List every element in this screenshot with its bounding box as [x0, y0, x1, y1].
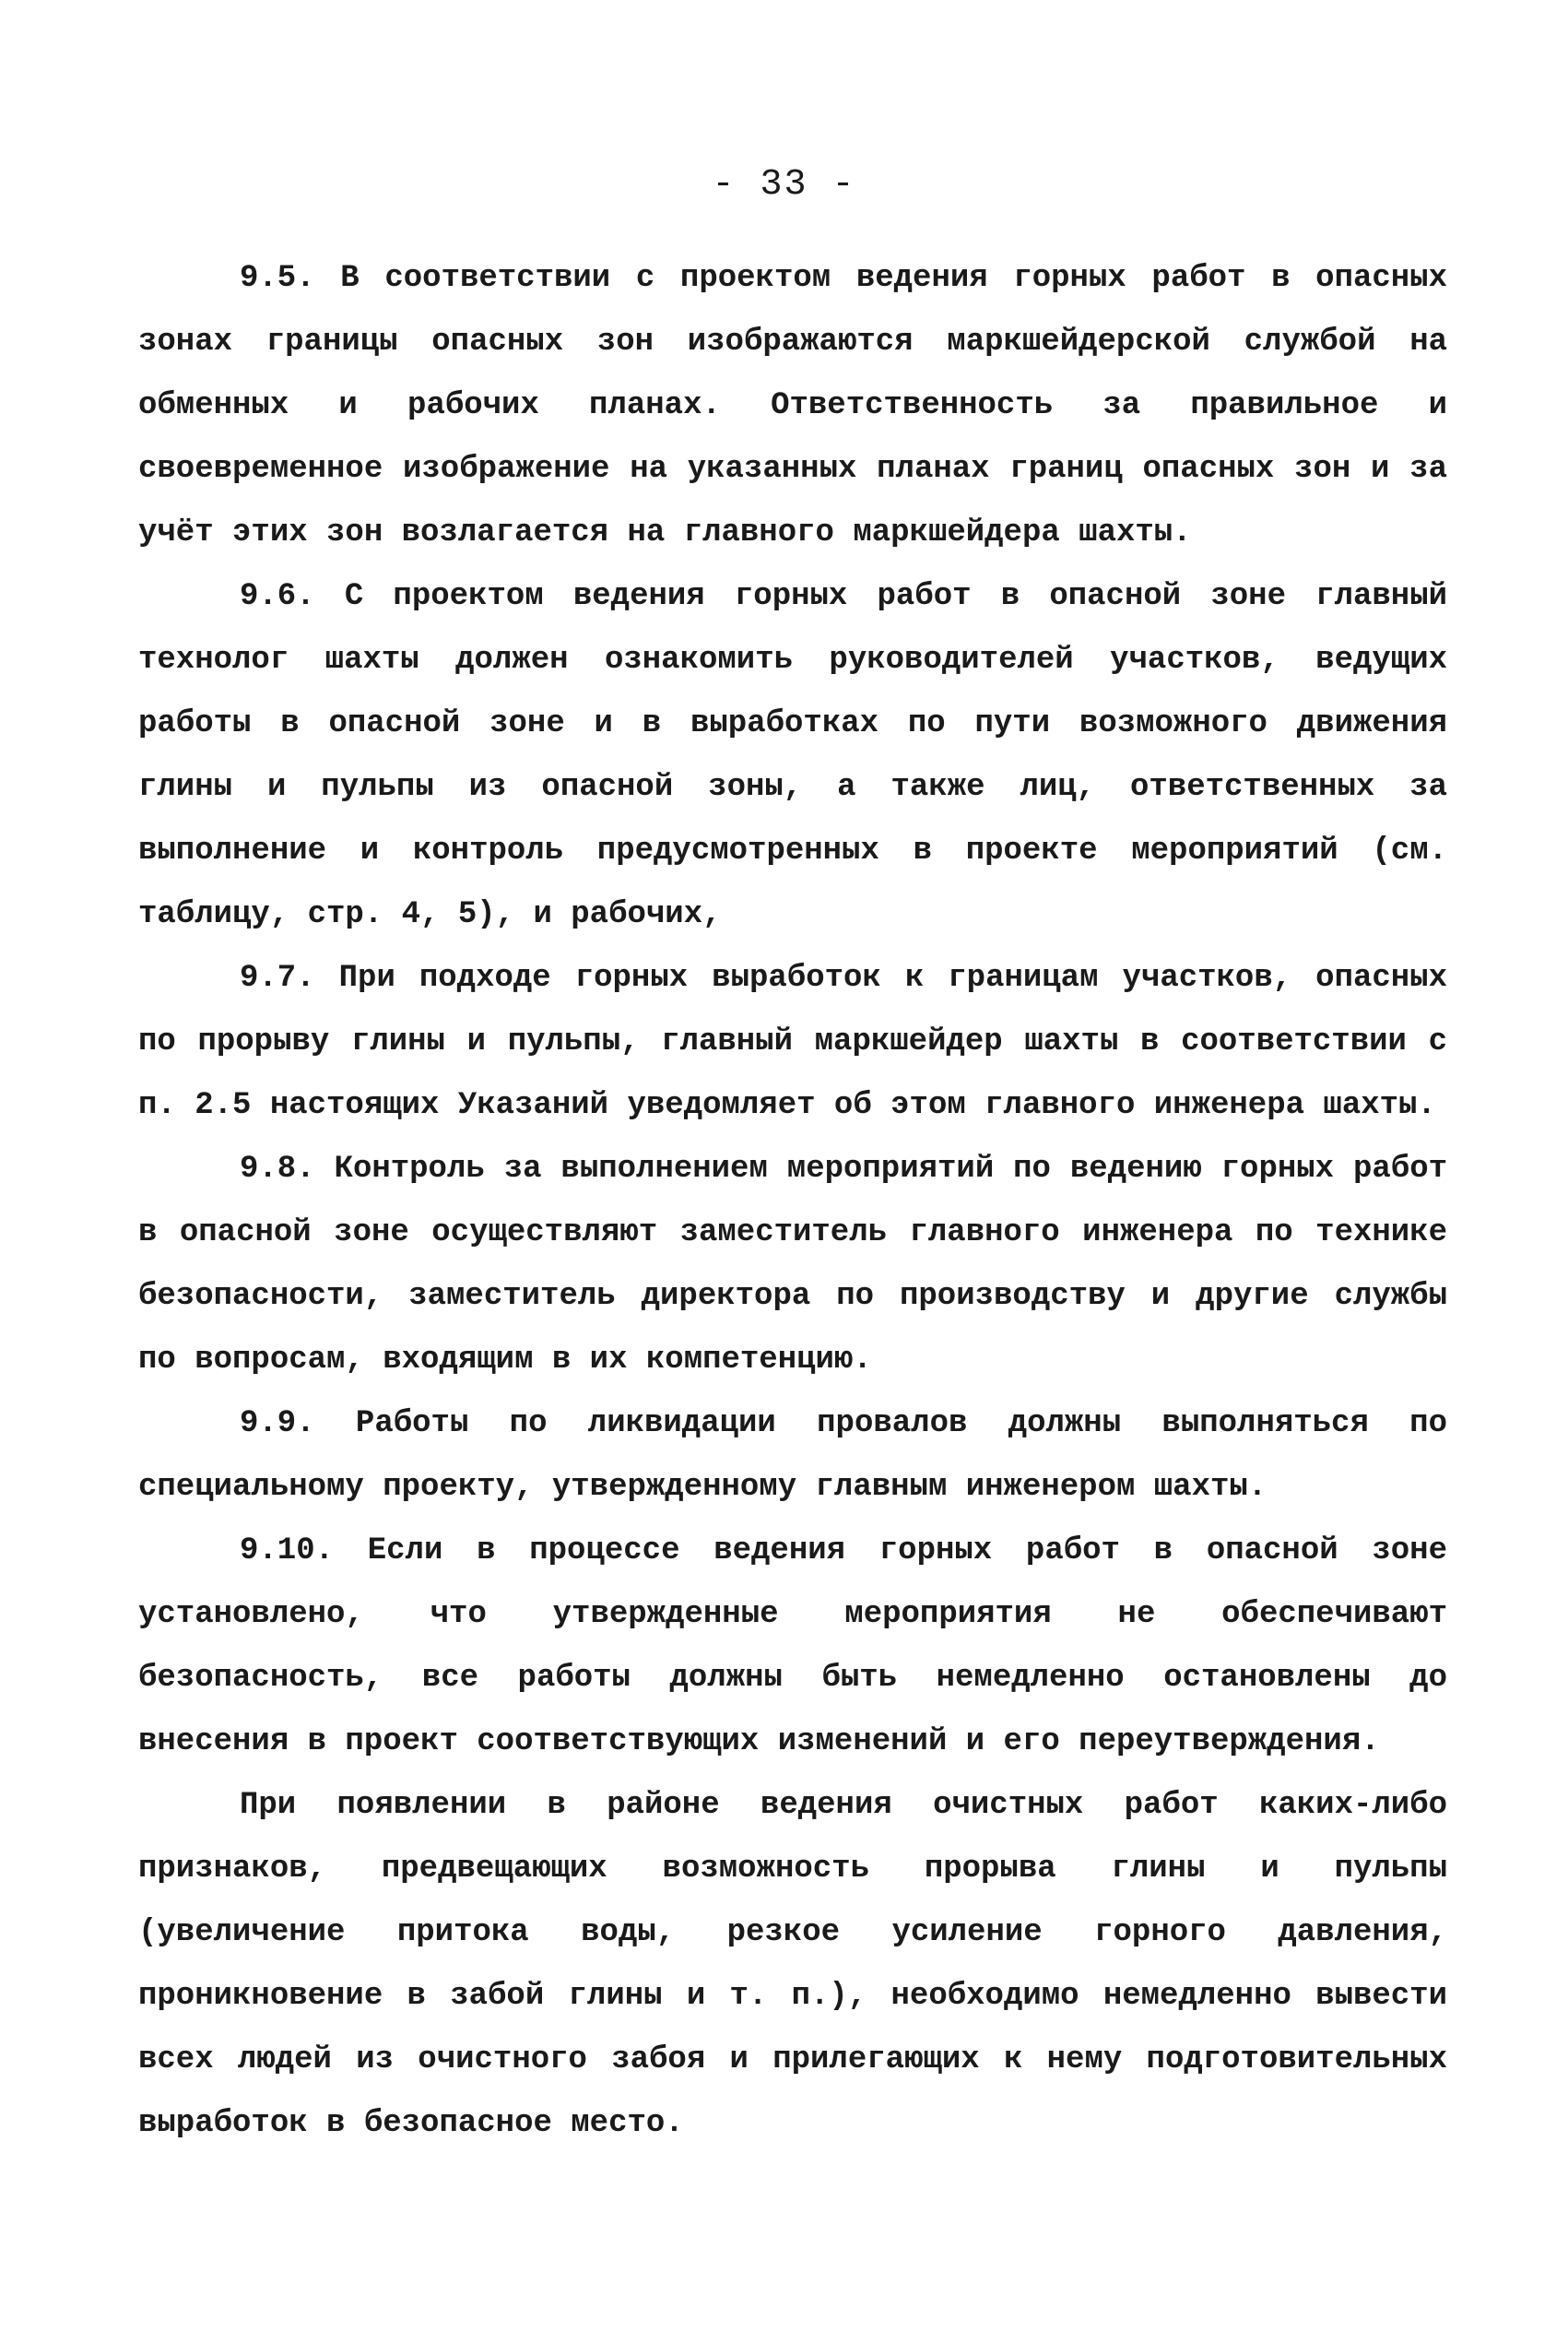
- paragraph-9-9: 9.9. Работы по ликвидации провалов должны выполняться по специальному проекту, утвержденному главным инженером шахты.: [138, 1406, 1447, 1505]
- body-text: [138, 247, 1447, 2156]
- page-number: - 33 -: [712, 164, 856, 206]
- paragraph-9-8: 9.8. Контроль за выполнением мероприятий по ведению горных работ в опасной зоне осуществляют заместитель главного инженера по технике безопасности, заместитель директора по производству и другие службы по вопросам, входящим в их компетенцию.: [138, 1152, 1447, 1378]
- paragraph-9-6: 9.6. С проектом ведения горных работ в опасной зоне главный технолог шахты должен ознакомить руководителей участков, ведущих работы в опасной зоне и в выработках по пути возможного движения глины и пульпы из опасной зоны, а также лиц, ответственных за выполнение и контроль предусмотренных в проекте мероприятий (см. таблицу, стр. 4, 5), и рабочих,: [138, 579, 1447, 932]
- paragraph-hazard-signs: При появлении в районе ведения очистных работ каких-либо признаков, предвещающих возможность прорыва глины и пульпы (увеличение притока воды, резкое усиление горного давления, проникновение в забой глины и т. п.), необходимо немедленно вывести всех людей из очистного забоя и прилегающих к нему подготовительных выработок в безопасное место.: [138, 1788, 1447, 2141]
- paragraph-9-5: 9.5. В соответствии с проектом ведения горных работ в опасных зонах границы опасных зон изображаются маркшейдерской службой на обменных и рабочих планах. Ответственность за правильное и своевременное изображение на указанных планах границ опасных зон и за учёт этих зон возлагается на главного маркшейдера шахты.: [138, 261, 1447, 550]
- paragraph-9-7: 9.7. При подходе горных выработок к границам участков, опасных по прорыву глины и пульпы, главный маркшейдер шахты в соответствии с п. 2.5 настоящих Указаний уведомляет об этом главного инженера шахты.: [138, 961, 1447, 1123]
- paragraph-9-10: 9.10. Если в процессе ведения горных работ в опасной зоне установлено, что утвержденные мероприятия не обеспечивают безопасность, все работы должны быть немедленно остановлены до внесения в проект соответствующих изменений и его переутверждения.: [138, 1533, 1447, 1759]
